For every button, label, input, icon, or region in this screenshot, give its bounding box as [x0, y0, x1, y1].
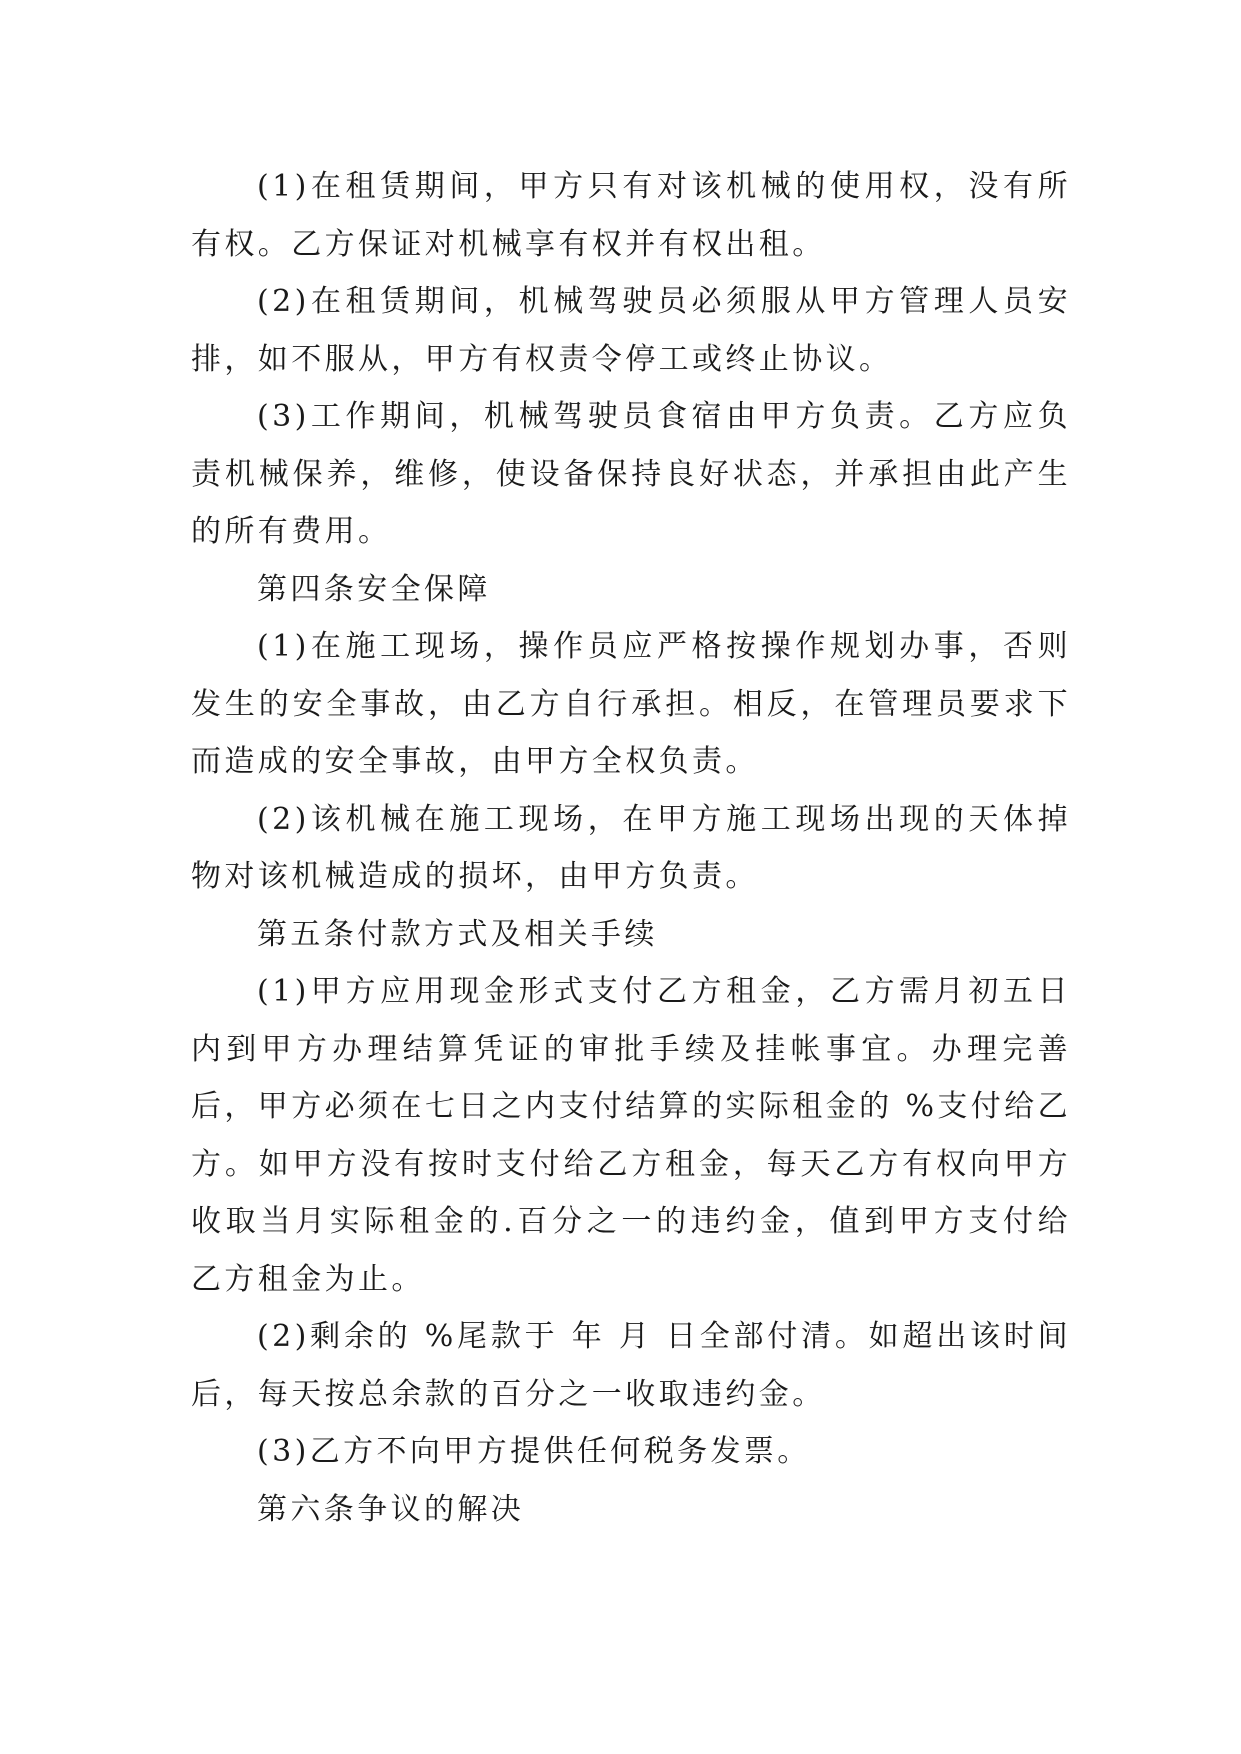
document-body	[191, 158, 1071, 1538]
clause-5-item-1: (1)甲方应用现金形式支付乙方租金，乙方需月初五日内到甲方办理结算凭证的审批手续及挂帐事宜。办理完善后，甲方必须在七日之内支付结算的实际租金的 %支付给乙方。如甲方没有按时支付给乙方租金，每天乙方有权向甲方收取当月实际租金的.百分之一的违约金，值到甲方支付给乙方租金为止。	[191, 974, 1071, 1297]
clause-6-heading: 第六条争议的解决	[257, 1491, 525, 1527]
clause-3-item-2: (2)在租赁期间，机械驾驶员必须服从甲方管理人员安排，如不服从，甲方有权责令停工或终止协议。	[191, 284, 1071, 377]
clause-5-item-2: (2)剩余的 %尾款于 年 月 日全部付清。如超出该时间后，每天按总余款的百分之一收取违约金。	[191, 1319, 1071, 1412]
clause-3-item-3: (3)工作期间，机械驾驶员食宿由甲方负责。乙方应负责机械保养，维修，使设备保持良好状态，并承担由此产生的所有费用。	[191, 399, 1071, 549]
clause-4-item-1: (1)在施工现场，操作员应严格按操作规划办事，否则发生的安全事故，由乙方自行承担。相反，在管理员要求下而造成的安全事故，由甲方全权负责。	[191, 629, 1071, 779]
clause-4-heading: 第四条安全保障	[257, 571, 491, 607]
clause-4-item-2: (2)该机械在施工现场，在甲方施工现场出现的天体掉物对该机械造成的损坏，由甲方负责。	[191, 801, 1071, 894]
clause-3-item-1: (1)在租赁期间，甲方只有对该机械的使用权，没有所有权。乙方保证对机械享有权并有权出租。	[191, 169, 1071, 262]
clause-5-heading: 第五条付款方式及相关手续	[257, 916, 658, 952]
clause-5-item-3: (3)乙方不向甲方提供任何税务发票。	[257, 1434, 811, 1469]
